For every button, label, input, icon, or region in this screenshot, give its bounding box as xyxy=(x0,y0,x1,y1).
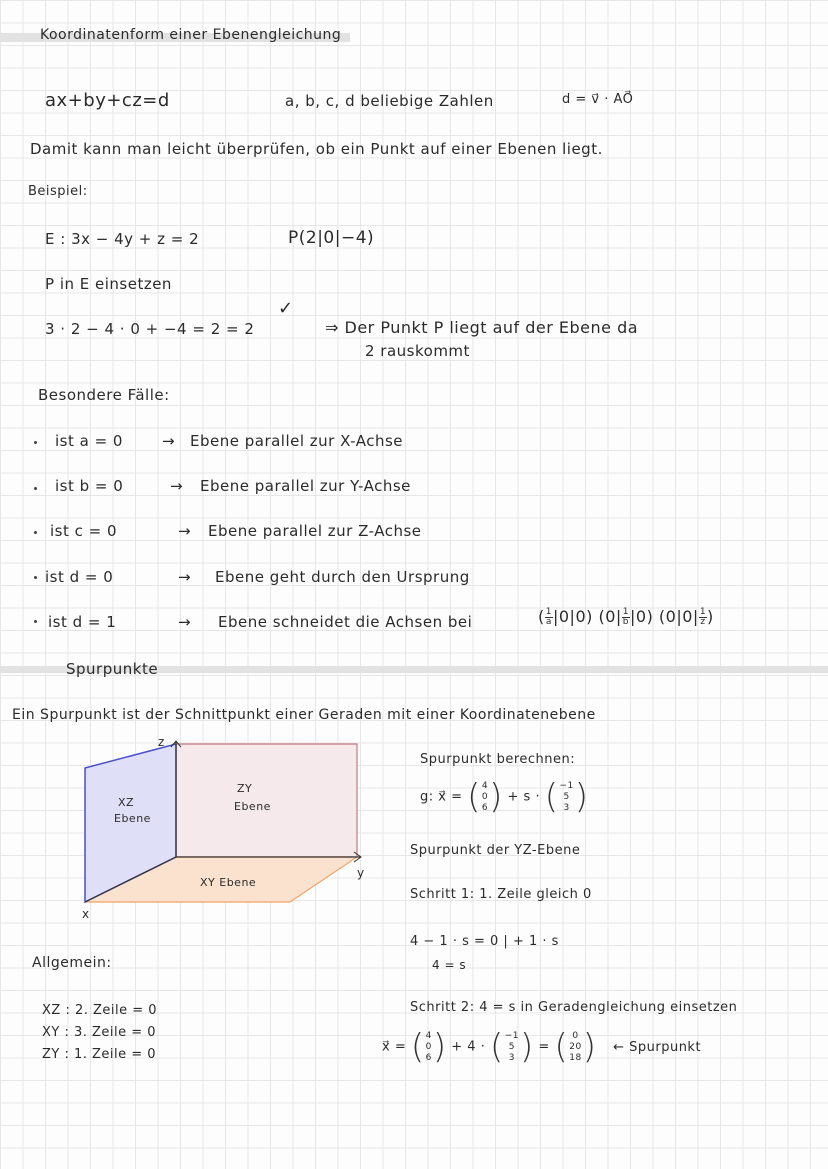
direction-vector: ( −1 5 3 ) xyxy=(544,777,589,817)
fall-4-result: Ebene geht durch den Ursprung xyxy=(215,568,470,586)
fall-1-cond: ist a = 0 xyxy=(55,432,123,450)
fall-2-arrow: → xyxy=(170,477,184,495)
equation-1b: 4 = s xyxy=(432,958,467,972)
spurpunkt-result-note: ← Spurpunkt xyxy=(613,1039,702,1055)
beispiel-heading: Beispiel: xyxy=(28,184,88,199)
fall-5-cond: ist d = 1 xyxy=(48,613,117,631)
zy-label-2: Ebene xyxy=(234,800,271,813)
fall-3-cond: ist c = 0 xyxy=(50,522,118,540)
formula-note: a, b, c, d beliebige Zahlen xyxy=(285,92,494,110)
xz-label-2: Ebene xyxy=(114,812,151,825)
fall-4-cond: ist d = 0 xyxy=(45,568,114,586)
conclusion-line-1: ⇒ Der Punkt P liegt auf der Ebene da xyxy=(325,318,639,337)
result-direction-vector: ( −1 5 3 ) xyxy=(489,1027,534,1067)
xy-label: XY Ebene xyxy=(200,876,257,889)
axis-intersection-points: ( $\frac{1}{a}$ |0|0) (0| $\frac{1}{b}$ |0) (0|0| $\frac{1}{z}$ ) xyxy=(538,607,714,627)
spurpunkt-yz-heading: Spurpunkt der YZ-Ebene xyxy=(410,843,581,858)
line-equation: g: x⃗ = ( 4 0 6 ) + s · ( −1 5 3 ) xyxy=(420,777,589,817)
rule-zy: ZY : 1. Zeile = 0 xyxy=(42,1047,157,1062)
beispiel-step: P in E einsetzen xyxy=(45,275,172,293)
beispiel-point: P(2|0|−4) xyxy=(288,228,375,248)
page-title: Koordinatenform einer Ebenengleichung xyxy=(40,27,342,43)
diagram-axis-y: y xyxy=(357,866,365,880)
equation-1: 4 − 1 · s = 0 | + 1 · s xyxy=(410,934,559,949)
fall-2-result: Ebene parallel zur Y-Achse xyxy=(200,477,411,495)
d-note: d = v⃗ · AO⃗ xyxy=(562,92,634,107)
schritt-2: Schritt 2: 4 = s in Geradengleichung einsetzen xyxy=(410,1000,738,1015)
fall-5-result: Ebene schneidet die Achsen bei xyxy=(218,613,473,631)
rule-xy: XY : 3. Zeile = 0 xyxy=(42,1025,157,1040)
damit-sentence: Damit kann man leicht überprüfen, ob ein Punkt auf einer Ebenen liegt. xyxy=(30,140,603,158)
allgemein-heading: Allgemein: xyxy=(32,955,112,971)
fall-1-result: Ebene parallel zur X-Achse xyxy=(190,432,404,450)
conclusion-line-2: 2 rauskommt xyxy=(365,342,470,360)
spurpunkte-heading: Spurpunkte xyxy=(66,660,159,678)
plane-equation-formula: ax+by+cz=d xyxy=(45,90,170,111)
spurpunkt-definition: Ein Spurpunkt ist der Schnittpunkt einer Geraden mit einer Koordinatenebene xyxy=(12,707,596,723)
beispiel-calc: 3 · 2 − 4 · 0 + −4 = 2 = 2 xyxy=(45,320,255,338)
fall-2-cond: ist b = 0 xyxy=(55,477,124,495)
fall-4-arrow: → xyxy=(178,568,192,586)
frac-1-over-b: $\frac{1}{b}$ xyxy=(622,607,630,627)
frac-1-over-z: $\frac{1}{z}$ xyxy=(699,607,707,627)
result-support-vector: ( 4 0 6 ) xyxy=(410,1027,447,1067)
check-mark: ✓ xyxy=(278,298,294,319)
xz-label-1: XZ xyxy=(118,796,135,809)
fall-5-arrow: → xyxy=(178,613,192,631)
frac-1-over-a: $\frac{1}{a}$ xyxy=(545,607,552,627)
schritt-1: Schritt 1: 1. Zeile gleich 0 xyxy=(410,887,592,902)
fall-3-result: Ebene parallel zur Z-Achse xyxy=(208,522,422,540)
faelle-heading: Besondere Fälle: xyxy=(38,386,170,404)
zy-label-1: ZY xyxy=(237,782,253,795)
diagram-axis-x: x xyxy=(82,907,90,921)
fall-1-arrow: → xyxy=(162,432,176,450)
fall-3-arrow: → xyxy=(178,522,192,540)
diagram-axis-z: z xyxy=(158,735,165,749)
calc-heading: Spurpunkt berechnen: xyxy=(420,752,576,767)
rule-xz: XZ : 2. Zeile = 0 xyxy=(42,1003,158,1018)
support-vector: ( 4 0 6 ) xyxy=(467,777,503,817)
beispiel-plane: E : 3x − 4y + z = 2 xyxy=(45,230,200,248)
result-point-vector: ( 0 20 18 ) xyxy=(554,1027,597,1067)
result-equation: x⃗ = ( 4 0 6 ) + 4 · ( −1 5 3 ) = ( 0 20 18 ) ← Spurpunkt xyxy=(382,1027,702,1067)
